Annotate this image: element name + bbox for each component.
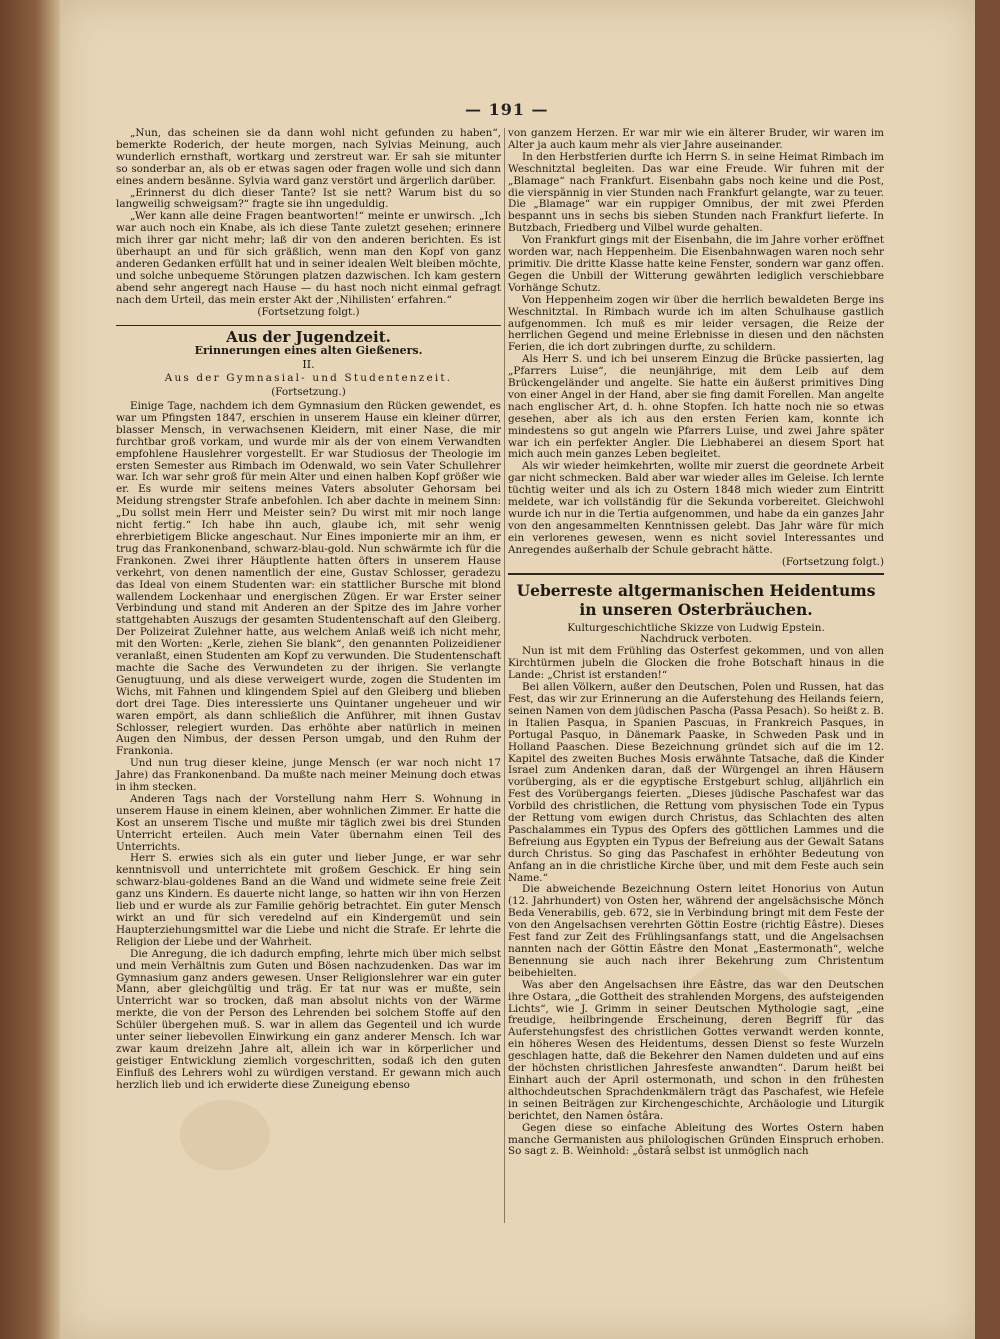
paragraph: Die Anregung, die ich dadurch empfing, lehrte mich über mich selbst und mein Verhältnis zum Guten und Bösen nachzudenken. Das war im Gymnasium ganz anders gewesen. Unser Religionslehrer war ein guter Mann, aber gleichgültig und träg. Er tat nur was er mußte, sein Unterricht war so trocken, daß man absolut nichts von der Wärme merkte, die von der Person des Lehrenden bei solchem Stoffe auf den Schüler übergehen muß. S. war in allem das Gegenteil und ich wurde unter seiner liebevollen Einwirkung ein ganz anderer Mensch. Ich war zwar kaum dreizehn Jahre alt, allein ich war in körperlicher und geistiger Entwicklung ziemlich vorgeschritten, sodaß ich den guten Einfluß des Lehrers wohl zu würdigen verstand. Er gewann mich auch herzlich lieb und ich erwiderte diese Zuneigung ebenso [116,947,501,1091]
book-spine [0,0,60,1339]
paragraph: Bei allen Völkern, außer den Deutschen, Polen und Russen, hat das Fest, das wir zur Erinnerung an die Auferstehung des Heilands feiern, seinen Namen von dem jüdischen Pascha (Passa Pesach). So heißt z. B. in Italien Pasqua, in Spanien Pascuas, in Frankreich Pasques, in Portugal Pasquo, in Dänemark Paaske, in Schweden Pask und in Holland Paaschen. Diese Bezeichnung gründet sich auf die im 12. Kapitel des zweiten Buches Mosis erwähnte Tatsache, daß die Kinder Israel zum Andenken daran, daß der Würgengel an ihren Häusern vorüberging, als er die egyptische Erstgeburt schlug, alljährlich ein Fest des Vorübergangs feierten. „Dieses jüdische Paschafest war das Vorbild des christlichen, die Rettung vom physischen Tode ein Typus der Rettung vom ewigen durch Christus, das Schlachten des alten Paschalammes ein Typus des Opfers des göttlichen Lammes und die Befreiung aus Egypten ein Typus der Befreiung aus der Gewalt Satans durch Christus. So ging das Paschafest in erhöhter Bedeutung von Anfang an in die christliche Kirche über, und mit dem Feste auch sein Name.“ [508,681,884,884]
paragraph: Einige Tage, nachdem ich dem Gymnasium den Rücken gewendet, es war um Pfingsten 1847, erschien in unserem Hause ein kleiner dürrer, blasser Mensch, in verwachsenen Kleidern, mit einer Nase, die mir furchtbar groß vorkam, und wurde mir als der von einem Verwandten empfohlene Hauslehrer vorgestellt. Er war Studiosus der Theologie im ersten Semester aus Rimbach im Odenwald, wo sein Vater Schullehrer war. Ich war sehr groß für mein Alter und einen halben Kopf größer wie er. Es wurde mir seitens meines Vaters absoluter Gehorsam bei Meidung strengster Strafe anbefohlen. Ich aber dachte in meinem Sinn: „Du sollst mein Herr und Meister sein? Du wirst mit mir noch lange nicht fertig.“ Ich habe ihn auch, glaube ich, mit sehr wenig ehrerbietigem Blicke angeschaut. Nur Eines imponierte mir an ihm, er trug das Frankonenband, schwarz-blau-gold. Nun schwärmte ich für die Frankonen. Zwei ihrer Häuptlente hatten öfters in unserem Hause verkehrt, von denen namentlich der eine, Gustav Schlosser, geradezu das Ideal von einem Studenten war: ein stattlicher Bursche mit blond wallendem Lockenhaar und energischen Zügen. Er war Erster seiner Verbindung und stand mit Anderen an der Spitze des im Jahre vorher stattgehabten Auszugs der gesamten Studentenschaft auf den Gleiberg. Der Polizeirat Zulehner hatte, aus welchem Anlaß weiß ich nicht mehr, mit den Worten: „Kerle, ziehen Sie blank“, den genannten Polizeidiener veranlaßt, einen Studenten am Kopf zu verwunden. Die Studentenschaft machte die Sache des Verwundeten zu der ihrigen. Sie verlangte Genugtuung, und als diese verweigert wurde, zogen die Studenten im Wichs, mit Fahnen und klingendem Spiel auf den Gleiberg und blieben dort drei Tage. Dies interessierte uns Quintaner ungeheuer und wir waren empört, als dann schließlich die Anführer, mit ihnen Gustav Schlosser, relegiert wurden. Das erhöhte aber natürlich in meinen Augen den Nimbus, der dessen Person umgab, und den Ruhm der Frankonia. [116,400,501,758]
continuation-note: (Fortsetzung folgt.) [781,555,884,568]
paragraph: Von Heppenheim zogen wir über die herrlich bewaldeten Berge ins Weschnitztal. In Rimbach wurde ich im alten Schulhause gastlich aufgenommen. Ich muß es mir leider versagen, die Reize der herrlichen Gegend und meine Erlebnisse in diesen und den nächsten Ferien, die ich dort zubringen durfte, zu schildern. [508,293,884,354]
article-heading: Ueberreste altgermanischen Heidentums in unseren Osterbräuchen. [516,580,876,619]
paragraph: Als wir wieder heimkehrten, wollte mir zuerst die geordnete Arbeit gar nicht schmecken. Bald aber war wieder alles im Geleise. Ich lernte tüchtig weiter und als ich zu Ostern 1848 mich wieder zum Eintritt meldete, war ich vollständig für die Sekunda vorbereitet. Gleichwohl wurde ich nur in die Tertia aufgenommen, und habe da ein ganzes Jahr von den angesammelten Kenntnissen gelebt. Das Jahr wäre für mich ein verlorenes gewesen, wenn es nicht soviel Interessantes und Anregendes außerhalb der Schule gebracht hätte. [508,460,884,556]
paragraph: von ganzem Herzen. Er war mir wie ein älterer Bruder, wir waren im Alter ja auch kaum mehr als vier Jahre auseinander. [508,127,884,151]
paragraph: Was aber den Angelsachsen ihre Eâstre, das war den Deutschen ihre Ostara, „die Gottheit des strahlenden Morgens, des aufsteigenden Lichts“, wie J. Grimm in seiner Deutschen Mythologie sagt, „eine freudige, heilbringende Erscheinung, deren Begriff für das Auferstehungsfest des christlichen Gottes verwandt werden konnte, ein höheres Wesen des Heidentums, dessen Dienst so feste Wurzeln geschlagen hatte, daß die Bekehrer den Namen duldeten und auf eins der höchsten christlichen Jahresfeste anwandten“. Darum heißt bei Einhart auch der April ostermonath, und schon in den frühesten althochdeutschen Sprachdenkmälern trägt das Paschafest, wie Hefele in seinen Beiträgen zur Kirchengeschichte, Archäologie und Liturgik berichtet, den Namen ôstâra. [508,978,884,1122]
continuation-note: (Fortsetzung folgt.) [257,305,360,318]
continuation-note: (Fortsetzung.) [271,386,346,399]
section-divider [116,325,501,326]
paragraph: Von Frankfurt gings mit der Eisenbahn, die im Jahre vorher eröffnet worden war, nach Heppenheim. Die Eisenbahnwagen waren noch sehr primitiv. Die dritte Klasse hatte keine Fenster, sondern war ganz offen. Gegen die Unbill der Witterung gewährten lediglich verschiebbare Vorhänge Schutz. [508,234,884,294]
right-column [508,128,884,1158]
paragraph: „Wer kann alle deine Fragen beantworten!“ meinte er unwirsch. „Ich war auch noch ein Knabe, als ich diese Tante zuletzt gesehen; erinnere mich ihrer gar nicht mehr; laß dir von den anderen berichten. Es ist überhaupt an und für sich gräßlich, wenn man den Kopf von ganz anderen Gedanken erfüllt hat und in seiner idealen Welt bleiben möchte, und solche unbequeme Störungen platzen dazwischen. Ich kam gestern abend sehr angeregt nach Hause — du hast noch nicht einmal gefragt nach dem Urteil, das mein erster Akt der ‚Nihilisten‘ erfahren.“ [116,210,502,306]
section-divider [508,573,884,575]
paragraph: Nun ist mit dem Frühling das Osterfest gekommen, und von allen Kirchtürmen jubeln die Glocken die frohe Botschaft hinaus in die Lande: „Christ ist erstanden!“ [508,645,884,682]
reprint-note: Nachdruck verboten. [640,633,752,646]
left-column [116,128,501,1092]
column-divider [504,128,505,1223]
paragraph: Die abweichende Bezeichnung Ostern leitet Honorius von Autun (12. Jahrhundert) von Osten her, während der angelsächsische Mönch Beda Venerabilis, geb. 672, sie in Verbindung bringt mit dem Feste der von den Angelsachsen verehrten Göttin Eostre (richtig Eâstre). Dieses Fest fand zur Zeit des Frühlingsanfangs statt, und die Angelsachsen nannten nach der Göttin Eâstre den Monat „Eastermonath“, welche Benennung sie auch nach ihrer Bekehrung zum Christentum beibehielten. [508,883,884,979]
paragraph: Als Herr S. und ich bei unserem Einzug die Brücke passierten, lag „Pfarrers Luise“, die neunjährige, mit dem Leib auf dem Brückengeländer und angelte. Sie hatte ein äußerst primitives Ding von einer Angel in der Hand, aber sie fing damit Forellen. Man angelte nach englischer Art, d. h. ohne Stopfen. Ich hatte noch nie so etwas gesehen, aber als ich aus den ersten Ferien kam, konnte ich mindestens so gut angeln wie Pfarrers Luise, und zwei Jahre später war ich ein perfekter Angler. Die Liebhaberei an diesem Sport hat mich auch mein ganzes Leben begleitet. [508,353,884,461]
paragraph: Anderen Tags nach der Vorstellung nahm Herr S. Wohnung in unserem Hause in einem kleinen, aber wohnlichen Zimmer. Er hatte die Kost an unserem Tische und mußte mir täglich zwei bis drei Stunden Unterricht erteilen. Auch mein Vater übernahm einen Teil des Unterrichts. [116,792,501,853]
paragraph: Und nun trug dieser kleine, junge Mensch (er war noch nicht 17 Jahre) das Frankonenband. Da mußte nach meiner Meinung doch etwas in ihm stecken. [116,757,501,794]
article-heading: Aus der Jugendzeit. [226,327,391,346]
paragraph: „Erinnerst du dich dieser Tante? Ist sie nett? Warum bist du so langweilig schweigsam?“ fragte sie ihn ungeduldig. [116,186,501,211]
article-subheading: Erinnerungen eines alten Gießeners. [194,344,423,358]
part-number: II. [302,358,315,372]
page-number: — 191 — [465,100,549,119]
paragraph: In den Herbstferien durfte ich Herrn S. in seine Heimat Rimbach im Weschnitztal begleiten. Das war eine Freude. Wir fuhren mit der „Blamage“ nach Frankfurt. Eisenbahn gabs noch keine und die Post, die vierspännig in vier Stunden nach Frankfurt gelangte, war zu teuer. Die „Blamage“ war ein ruppiger Omnibus, der mit zwei Pferden bespannt uns in sechs bis sieben Stunden nach Frankfurt lieferte. In Butzbach, Friedberg und Vilbel wurde gehalten. [508,150,884,235]
paragraph: „Nun, das scheinen sie da dann wohl nicht gefunden zu haben“, bemerkte Roderich, der heute morgen, nach Sylvias Meinung, auch wunderlich ernsthaft, wortkarg und zerstreut war. Er sah sie mitunter so sonderbar an, als ob er etwas sagen oder fragen wolle und sich dann eines andern besänne. Sylvia ward ganz verstört und ärgerlich darüber. [116,127,501,187]
paper-stain [180,1100,270,1170]
paragraph: Gegen diese so einfache Ableitung des Wortes Ostern haben manche Germanisten aus philologischen Gründen Einspruch erhoben. So sagt z. B. Weinhold: „ôstarâ selbst ist unmöglich nach [508,1121,884,1158]
section-title: Aus der Gymnasial- und Studentenzeit. [164,372,453,385]
article-byline: Kulturgeschichtliche Skizze von Ludwig Epstein. [567,621,825,634]
paragraph: Herr S. erwies sich als ein guter und lieber Junge, er war sehr kenntnisvoll und unterrichtete mit großem Geschick. Er hing sein schwarz-blau-goldenes Band an die Wand und widmete seine freie Zeit ganz uns Kindern. Es dauerte nicht lange, so hatten wir ihn von Herzen lieb und er wurde als zur Familie gehörig betrachtet. Ein guter Mensch wirkt an und für sich veredelnd auf ein Kindergemüt und sein Haupterziehungsmittel war die Liebe und nicht die Strafe. Er lehrte die Religion der Liebe und der Wahrheit. [116,852,501,948]
